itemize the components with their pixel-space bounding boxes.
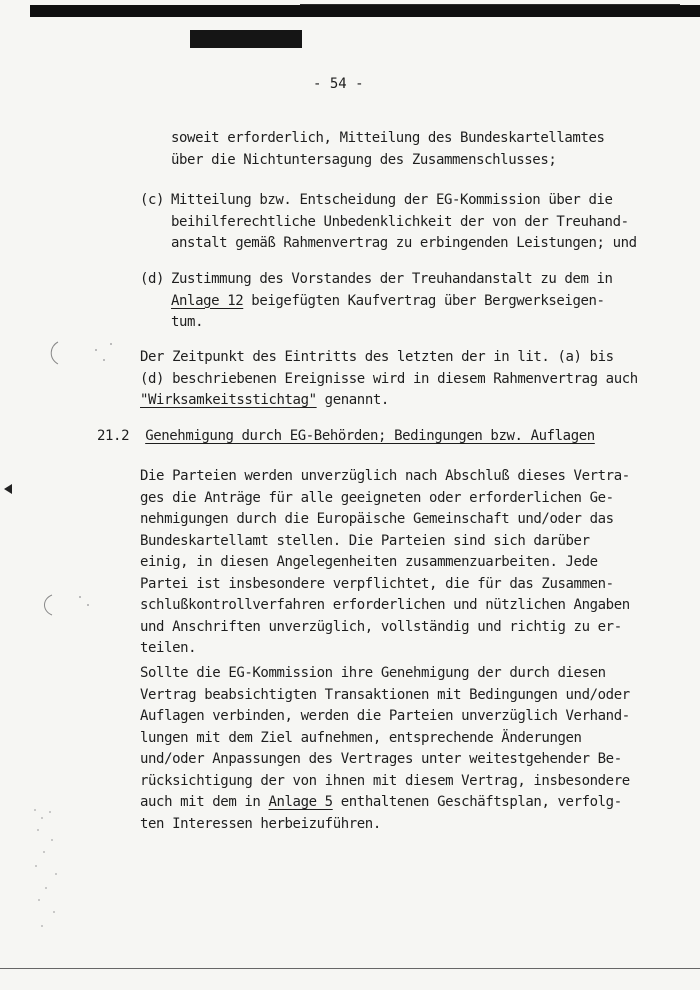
scan-noise-mark (36, 330, 126, 390)
text-line: rücksichtigung der von ihnen mit diesem Vertrag, insbesondere (140, 772, 630, 789)
annex-reference: Anlage 5 (268, 794, 333, 810)
text-line: nehmigungen durch die Europäische Gemeinschaft und/oder das (140, 511, 614, 527)
text-line: schlußkontrollverfahren erforderlichen und nützlichen Angaben (140, 597, 630, 613)
defined-term: "Wirksamkeitsstichtag" (140, 392, 317, 408)
effective-date-paragraph (140, 347, 680, 412)
text-line: Der Zeitpunkt des Eintritts des letzten der in lit. (a) bis (140, 349, 614, 365)
text-line: beihilferechtliche Unbedenklichkeit der von der Treuhand- (171, 213, 629, 230)
text-line: soweit erforderlich, Mitteilung des Bundeskartellamtes (171, 130, 605, 146)
item-d-label: (d) (140, 271, 165, 287)
item-c-label: (c) (140, 192, 165, 208)
text-line: Mitteilung bzw. Entscheidung der EG-Kommission über die (171, 192, 613, 208)
page-bottom-rule (0, 968, 700, 969)
scan-noise-mark (30, 800, 80, 940)
text-line: teilen. (140, 640, 197, 656)
text-line: lungen mit dem Ziel aufnehmen, entsprechende Änderungen (140, 729, 582, 746)
text-line: (d) beschriebenen Ereignisse wird in diesem Rahmenvertrag auch (140, 370, 638, 387)
paragraph-conditions (140, 663, 680, 835)
section-title: Genehmigung durch EG-Behörden; Bedingungen bzw. Auflagen (145, 428, 595, 444)
text-line: tum. (171, 314, 204, 330)
text-line: Partei ist insbesondere verpflichtet, die für das Zusammen- (140, 575, 614, 592)
text-line: Auflagen verbinden, werden die Parteien unverzüglich Verhand- (140, 708, 630, 724)
text-line: und/oder Anpassungen des Vertrages unter weitestgehender Be- (140, 751, 622, 767)
page-number: - 54 - (313, 76, 364, 92)
text-line (140, 792, 680, 814)
scan-noise-mark (30, 585, 120, 635)
text-line: Sollte die EG-Kommission ihre Genehmigung der durch diesen (140, 665, 606, 681)
text-line: Bundeskartellamt stellen. Die Parteien sind sich darüber (140, 532, 590, 549)
text-line (171, 291, 671, 313)
text-line: Die Parteien werden unverzüglich nach Abschluß dieses Vertra- (140, 468, 630, 484)
text-line: Vertrag beabsichtigten Transaktionen mit Bedingungen und/oder (140, 686, 630, 703)
annex-reference: Anlage 12 (171, 292, 244, 309)
text-fragment: auch mit dem in (140, 794, 269, 810)
redaction-block (190, 30, 302, 48)
margin-arrow-icon (4, 484, 12, 494)
section-heading (97, 428, 595, 444)
item-c-text (171, 190, 671, 255)
text-line: Zustimmung des Vorstandes der Treuhandanstalt zu dem in (171, 271, 613, 287)
text-line (140, 390, 680, 412)
scan-top-bar (30, 5, 700, 17)
text-line: und Anschriften unverzüglich, vollständig und richtig zu er- (140, 618, 622, 635)
text-line: anstalt gemäß Rahmenvertrag zu erbingenden Leistungen; und (171, 235, 637, 251)
text-line: ten Interessen herbeizuführen. (140, 815, 381, 832)
item-d-text (171, 269, 671, 334)
intro-paragraph (171, 128, 671, 171)
text-fragment: beigefügten Kaufvertrag über Bergwerkseigen- (243, 292, 605, 309)
text-fragment: genannt. (316, 392, 389, 408)
text-line: einig, in diesen Angelegenheiten zusammenzuarbeiten. Jede (140, 554, 598, 570)
paragraph-approvals (140, 466, 680, 660)
text-fragment: enthaltenen Geschäftsplan, verfolg- (332, 794, 622, 810)
text-line: ges die Anträge für alle geeigneten oder erforderlichen Ge- (140, 489, 614, 506)
section-number: 21.2 (97, 428, 130, 444)
text-line: über die Nichtuntersagung des Zusammenschlusses; (171, 151, 557, 168)
